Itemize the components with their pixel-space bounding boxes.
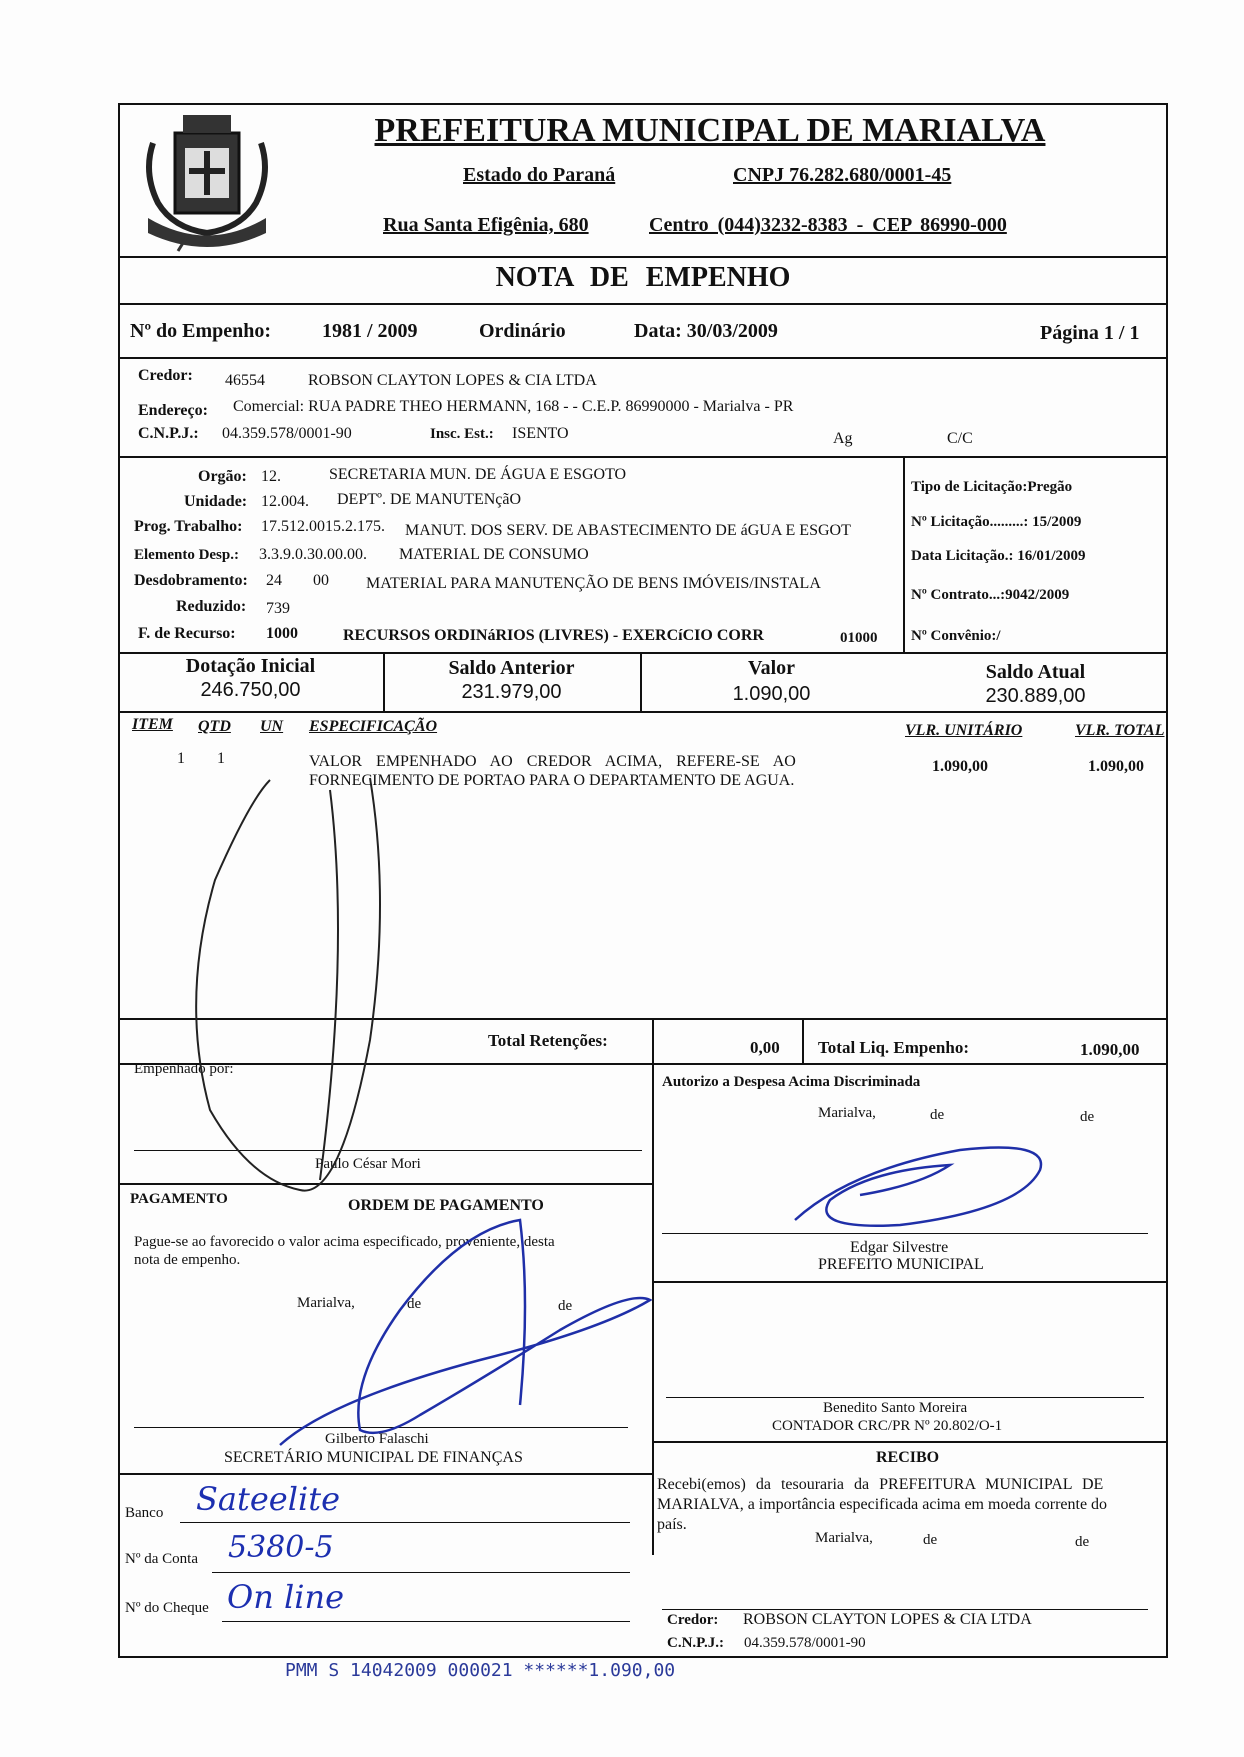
desdobramento-name: MATERIAL PARA MANUTENÇÃO DE BENS IMÓVEIS/INSTALA — [366, 575, 821, 592]
col-un: UN — [260, 718, 284, 735]
dotacao-value: 246.750,00 — [200, 679, 301, 701]
prefeito-title: PREFEITO MUNICIPAL — [818, 1256, 984, 1273]
recibo-text-2: MARIALVA, a importância especificada acima em moeda corrente do — [657, 1496, 1108, 1513]
row-spec-1: VALOR EMPENHADO AO CREDOR ACIMA, REFERE-SE AO — [309, 753, 796, 770]
licitacao-numero: Nº Licitação.........: 15/2009 — [911, 514, 1082, 530]
saldo-anterior-value: 231.979,00 — [461, 681, 562, 703]
elemento-label: Elemento Desp.: — [134, 547, 239, 563]
elemento-name: MATERIAL DE CONSUMO — [399, 546, 589, 563]
signature-prefeito — [795, 1148, 1041, 1226]
pagamento-place: Marialva, — [297, 1295, 355, 1311]
banco-label: Banco — [125, 1505, 164, 1521]
autorizo-place: Marialva, — [818, 1105, 876, 1121]
col-total: VLR. TOTAL — [1075, 722, 1165, 739]
recurso-name: RECURSOS ORDINáRIOS (LIVRES) - EXERCíCIO CORR — [343, 627, 764, 644]
unidade-code: 12.004. — [261, 493, 309, 510]
empenho-page: Página 1 / 1 — [1040, 322, 1140, 344]
row-spec-2: FORNECIMENTO DE PORTAO PARA O DEPARTAMENTO DE AGUA. — [309, 772, 795, 789]
valor-value: 1.090,00 — [732, 683, 811, 705]
prefeito-name: Edgar Silvestre — [850, 1239, 949, 1256]
orgao-name: SECRETARIA MUN. DE ÁGUA E ESGOTO — [329, 466, 627, 483]
retencoes-value: 0,00 — [750, 1038, 780, 1057]
licitacao-tipo: Tipo de Licitação:Pregão — [911, 479, 1073, 495]
credor-label: Credor: — [138, 367, 193, 384]
desdobramento-sub: 00 — [313, 572, 329, 589]
unidade-name: DEPTº. DE MANUTENçãO — [337, 491, 522, 508]
valor-label: Valor — [747, 657, 796, 679]
desdobramento-code: 24 — [266, 572, 282, 589]
recurso-number: 01000 — [840, 630, 878, 646]
empenho-number-label: Nº do Empenho: — [130, 320, 272, 342]
cheque-value[interactable]: On line — [227, 1578, 345, 1616]
saldo-atual-label: Saldo Atual — [985, 661, 1086, 683]
row-unit: 1.090,00 — [932, 758, 988, 775]
row-item: 1 — [177, 750, 185, 767]
recibo-de-2: de — [1075, 1534, 1090, 1550]
prog-label: Prog. Trabalho: — [134, 518, 243, 535]
credor-name: ROBSON CLAYTON LOPES & CIA LTDA — [308, 372, 597, 389]
banco-value[interactable]: Sateelite — [196, 1480, 340, 1518]
reduzido-value: 739 — [266, 600, 290, 617]
doc-title: NOTA DE EMPENHO — [495, 262, 791, 293]
ordem-label: ORDEM DE PAGAMENTO — [348, 1197, 544, 1214]
retencoes-label: Total Retenções: — [488, 1031, 608, 1050]
licitacao-contrato: Nº Contrato...:9042/2009 — [911, 587, 1070, 603]
credor-insc: ISENTO — [512, 425, 569, 442]
header-cnpj: CNPJ 76.282.680/0001-45 — [733, 164, 952, 186]
header-state: Estado do Paraná — [463, 164, 616, 186]
signature-mori-stroke-2 — [320, 790, 338, 1180]
credor-address: Comercial: RUA PADRE THEO HERMANN, 168 - - C.E.P. 86990000 - Marialva - PR — [233, 398, 794, 415]
autorizo-text: Autorizo a Despesa Acima Discriminada — [662, 1074, 921, 1090]
autorizo-de-2: de — [1080, 1109, 1095, 1125]
empenho-number: 1981 / 2009 — [322, 320, 418, 342]
recibo-credor-name: ROBSON CLAYTON LOPES & CIA LTDA — [743, 1611, 1032, 1628]
recibo-de-1: de — [923, 1532, 938, 1548]
pagamento-text-1: Pague-se ao favorecido o valor acima especificado, proveniente, desta — [134, 1234, 555, 1250]
saldo-anterior-label: Saldo Anterior — [448, 657, 575, 679]
credor-code: 46554 — [225, 372, 265, 389]
contador-name: Benedito Santo Moreira — [823, 1400, 968, 1416]
recurso-code: 1000 — [266, 625, 298, 642]
pagamento-text-2: nota de empenho. — [134, 1252, 241, 1268]
liq-label: Total Liq. Empenho: — [818, 1038, 969, 1057]
pagamento-de-2: de — [558, 1298, 573, 1314]
liq-value: 1.090,00 — [1080, 1040, 1140, 1059]
reduzido-label: Reduzido: — [176, 598, 247, 615]
pagamento-label: PAGAMENTO — [130, 1191, 228, 1207]
empenho-type: Ordinário — [479, 320, 566, 342]
unidade-label: Unidade: — [184, 493, 248, 510]
recibo-text-3: país. — [657, 1516, 687, 1533]
col-unit: VLR. UNITÁRIO — [905, 722, 1023, 739]
signature-secretario — [280, 1220, 650, 1445]
recibo-text-1: Recebi(emos) da tesouraria da PREFEITURA MUNICIPAL DE — [657, 1476, 1104, 1493]
conta-value[interactable]: 5380-5 — [228, 1530, 334, 1565]
elemento-code: 3.3.9.0.30.00.00. — [259, 546, 367, 563]
saldo-atual-value: 230.889,00 — [985, 685, 1086, 707]
recurso-label: F. de Recurso: — [138, 625, 236, 642]
col-item: ITEM — [132, 716, 173, 733]
conta-label: Nº da Conta — [125, 1551, 198, 1567]
signature-mori-stroke — [196, 778, 380, 1191]
pagamento-de-1: de — [407, 1296, 422, 1312]
empenho-date: Data: 30/03/2009 — [634, 320, 778, 342]
prog-code: 17.512.0015.2.175. — [261, 518, 385, 535]
header-title: PREFEITURA MUNICIPAL DE MARIALVA — [374, 112, 1046, 149]
address-label: Endereço: — [138, 402, 208, 419]
licitacao-convenio: Nº Convênio:/ — [911, 628, 1001, 644]
dotacao-label: Dotação Inicial — [185, 655, 316, 677]
header-address: Rua Santa Efigênia, 680 — [383, 214, 589, 236]
header-contact: Centro (044)3232-8383 - CEP 86990-000 — [649, 214, 1007, 236]
secretario-name: Gilberto Falaschi — [325, 1431, 429, 1447]
cheque-label: Nº do Cheque — [125, 1600, 209, 1616]
recibo-place: Marialva, — [815, 1530, 873, 1546]
credor-cnpj: 04.359.578/0001-90 — [222, 425, 352, 442]
recibo-title: RECIBO — [876, 1449, 940, 1466]
recibo-cnpj-label: C.N.P.J.: — [667, 1635, 724, 1651]
cc-label: C/C — [947, 430, 973, 447]
cash-stamp: PMM S 14042009 000021 ******1.090,00 — [285, 1660, 676, 1681]
row-total: 1.090,00 — [1088, 758, 1144, 775]
col-qtd: QTD — [198, 718, 231, 735]
recibo-cnpj: 04.359.578/0001-90 — [744, 1635, 866, 1651]
ag-label: Ag — [833, 430, 853, 447]
recibo-credor-label: Credor: — [667, 1612, 719, 1628]
contador-title: CONTADOR CRC/PR Nº 20.802/O-1 — [772, 1418, 1003, 1434]
insc-label: Insc. Est.: — [430, 426, 494, 442]
empenhado-name: Paulo César Mori — [315, 1156, 421, 1172]
row-qtd: 1 — [217, 750, 225, 767]
prog-name: MANUT. DOS SERV. DE ABASTECIMENTO DE áGUA E ESGOT — [405, 522, 851, 539]
orgao-code: 12. — [261, 468, 281, 485]
col-spec: ESPECIFICAÇÃO — [309, 718, 438, 735]
desdobramento-label: Desdobramento: — [134, 572, 248, 589]
secretario-title: SECRETÁRIO MUNICIPAL DE FINANÇAS — [224, 1449, 523, 1466]
licitacao-data: Data Licitação.: 16/01/2009 — [911, 548, 1086, 564]
empenhado-label: Empenhado por: — [134, 1061, 234, 1077]
autorizo-de-1: de — [930, 1107, 945, 1123]
cnpj-label: C.N.P.J.: — [138, 425, 199, 442]
orgao-label: Orgão: — [198, 468, 247, 485]
